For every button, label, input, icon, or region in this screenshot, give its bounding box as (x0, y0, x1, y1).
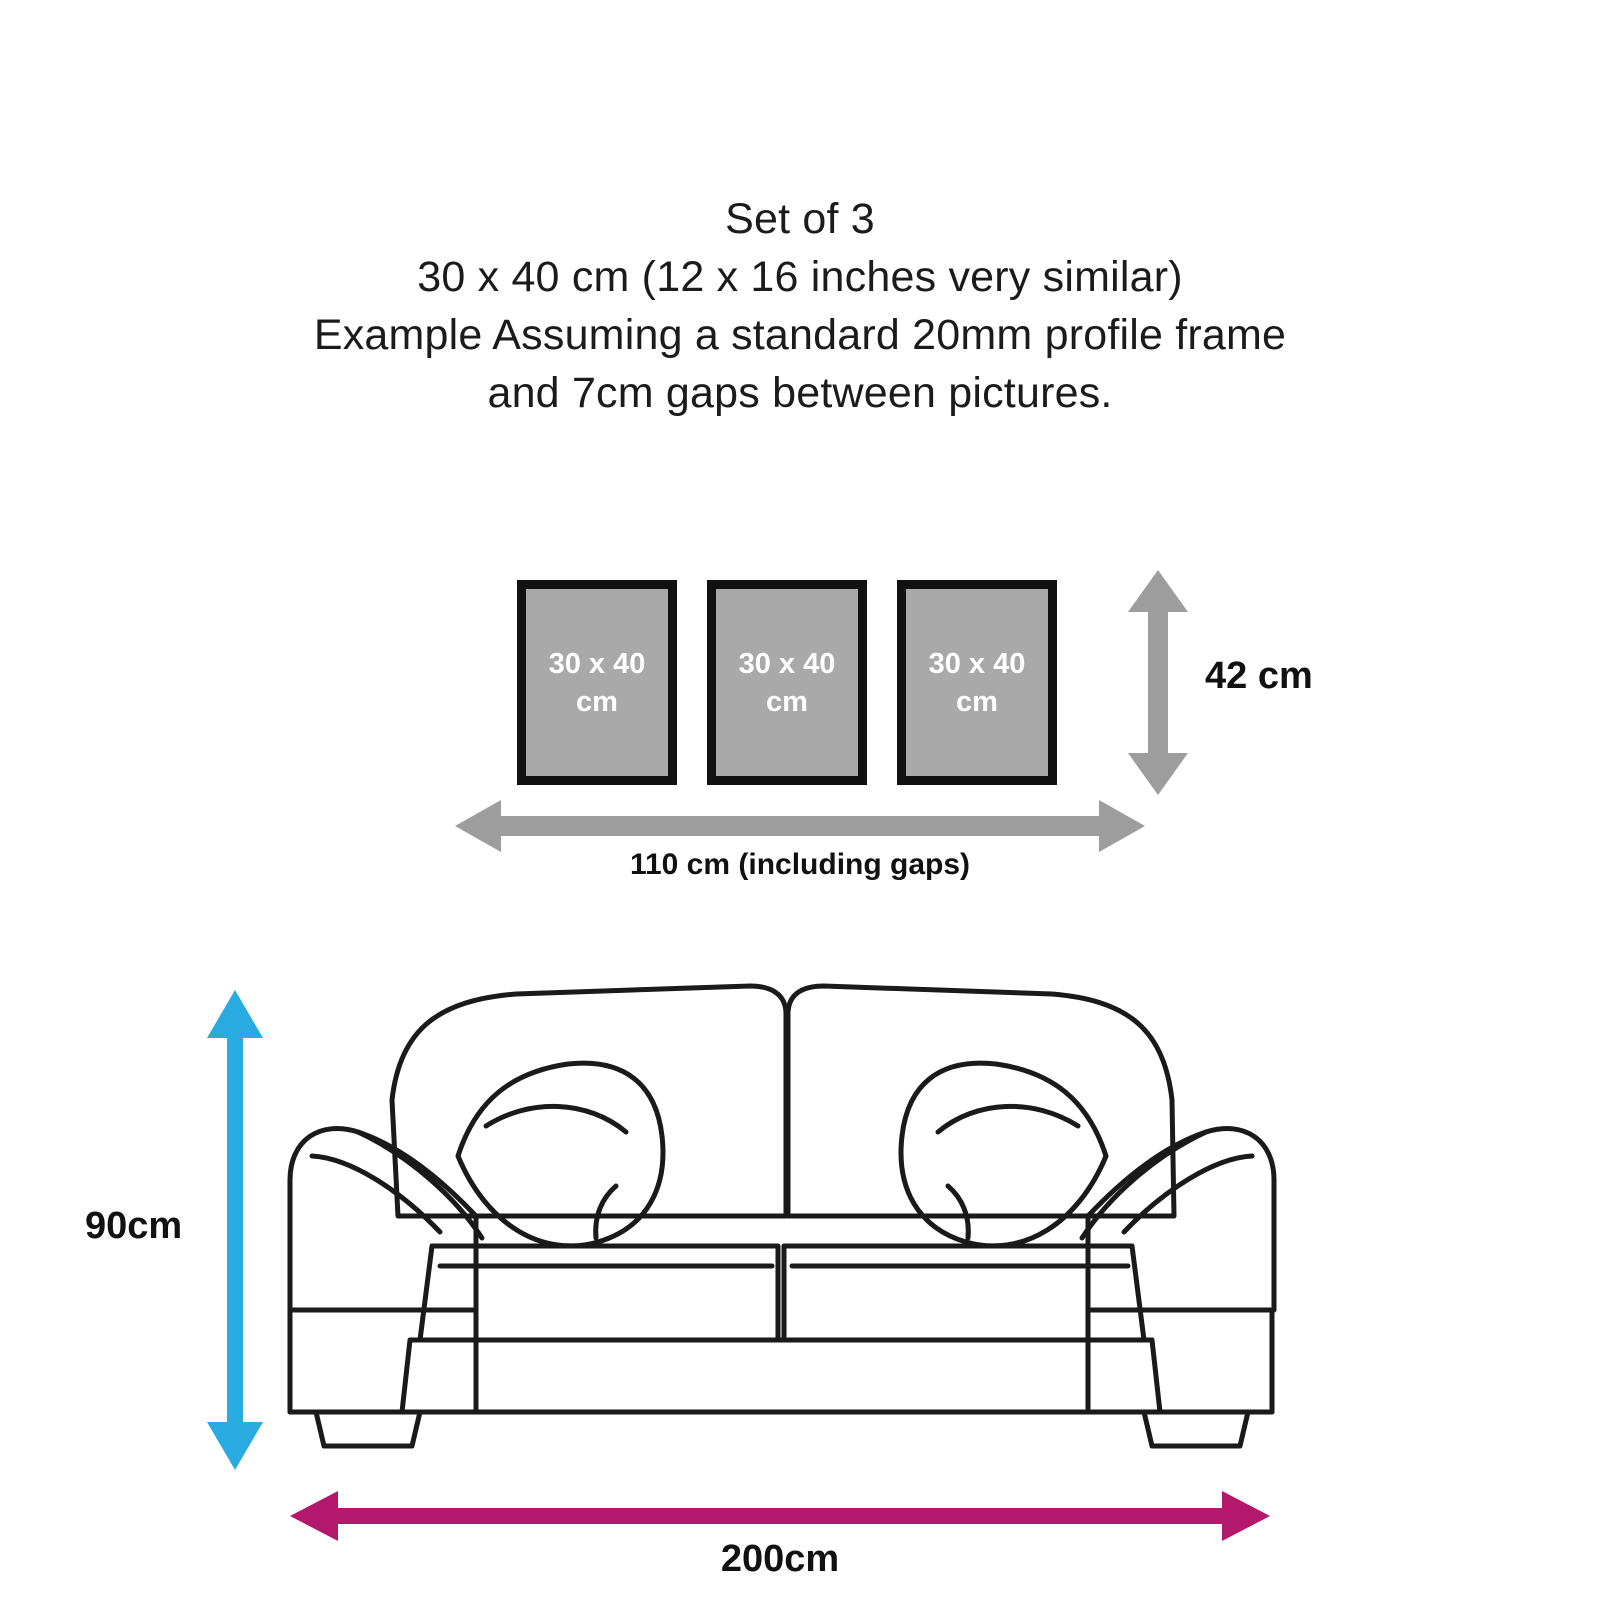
frame-size-label: 30 x 40 cm (548, 647, 646, 718)
heading-line-4: and 7cm gaps between pictures. (487, 369, 1113, 417)
picture-frame-1 (517, 580, 677, 785)
heading-line-1: Set of 3 (725, 195, 875, 243)
sofa-diagram (0, 960, 1600, 1600)
heading-block (0, 190, 1600, 422)
frames-diagram (0, 560, 1600, 910)
heading-line-3: Example Assuming a standard 20mm profile frame (313, 311, 1287, 359)
frames-height-label: 42 cm (1205, 655, 1313, 697)
frames-height-arrow-icon (1128, 570, 1188, 795)
frames-width-arrow-icon (455, 800, 1145, 852)
heading-line-2: 30 x 40 cm (12 x 16 inches very similar) (417, 253, 1183, 301)
frame-size-label: 30 x 40 cm (928, 647, 1026, 718)
sofa-height-arrow-icon (205, 990, 265, 1470)
sofa-width-arrow-icon (290, 1490, 1270, 1542)
sofa-width-label: 200cm (720, 1538, 840, 1580)
frames-width-label: 110 cm (including gaps) (629, 848, 971, 881)
frame-size-label: 30 x 40 cm (738, 647, 836, 718)
sofa-icon (280, 980, 1280, 1480)
picture-frame-2 (707, 580, 867, 785)
sofa-height-label: 90cm (85, 1205, 183, 1247)
picture-frame-3 (897, 580, 1057, 785)
